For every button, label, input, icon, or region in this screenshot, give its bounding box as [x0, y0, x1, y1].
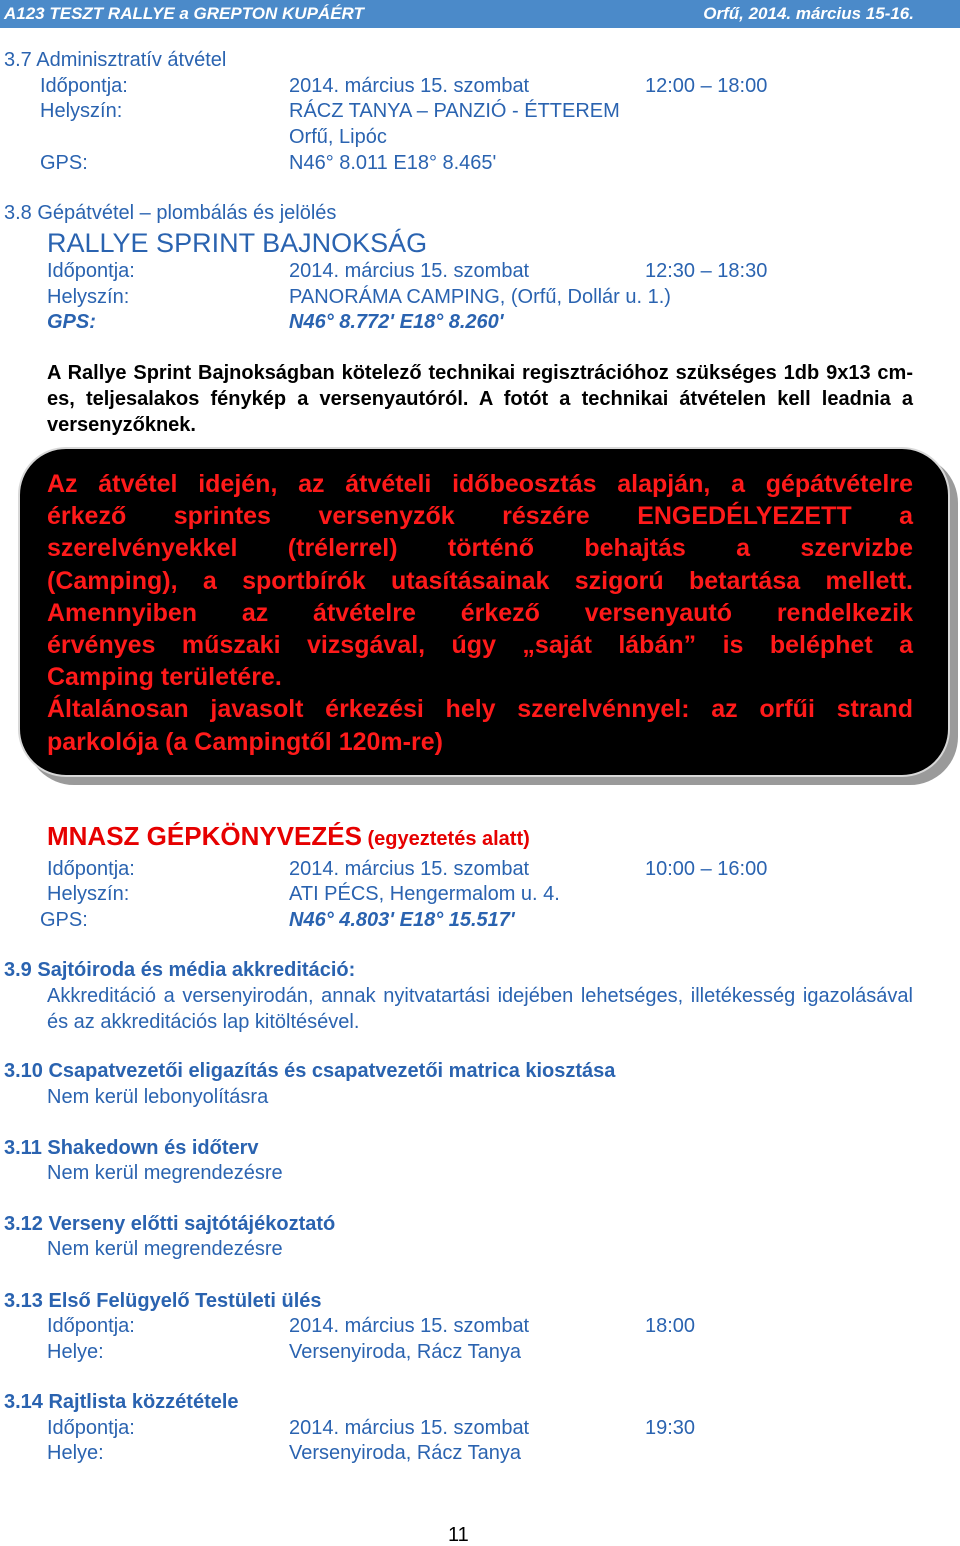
- s314-time: 19:30: [645, 1417, 696, 1439]
- mnasz-date: 2014. március 15. szombat: [289, 858, 530, 880]
- s37-place-label: Helyszín:: [40, 100, 123, 122]
- mnasz-place: ATI PÉCS, Hengermalom u. 4.: [289, 883, 560, 905]
- notice-line: parkolója (a Campingtől 120m-re): [47, 727, 443, 756]
- s312-text: Nem kerül megrendezésre: [47, 1238, 283, 1260]
- s314-time-label: Időpontja:: [47, 1417, 135, 1439]
- s313-place-label: Helye:: [47, 1341, 104, 1363]
- section-3-11-title: 3.11 Shakedown és időterv: [4, 1137, 259, 1159]
- s37-place-2: Orfű, Lipóc: [289, 126, 387, 148]
- s313-date: 2014. március 15. szombat: [289, 1315, 530, 1337]
- s38-time-label: Időpontja:: [47, 260, 135, 282]
- header-bar: [0, 0, 960, 28]
- s313-place: Versenyiroda, Rácz Tanya: [289, 1341, 521, 1363]
- s310-text: Nem kerül lebonyolításra: [47, 1086, 269, 1108]
- s39-paragraph: Akkreditáció a versenyirodán, annak nyitvatartási idejében lehetséges, illetékesség igazolásával és az akkreditációs lap kitöltésével.: [47, 985, 913, 1033]
- header-date: Orfű, 2014. március 15-16.: [703, 4, 914, 23]
- notice-line: szerelvényekkel (trélerrel) történő behajtás a szervizbe: [47, 534, 913, 563]
- s313-time: 18:00: [645, 1315, 696, 1337]
- s314-place-label: Helye:: [47, 1442, 104, 1464]
- mnasz-time-label: Időpontja:: [47, 858, 135, 880]
- notice-line: (Camping), a sportbírók utasításainak szigorú betartása mellett.: [47, 566, 913, 595]
- section-3-7-title: 3.7 Adminisztratív átvétel: [4, 49, 227, 71]
- s38-gps: N46° 8.772' E18° 8.260': [289, 311, 504, 333]
- s311-text: Nem kerül megrendezésre: [47, 1162, 283, 1184]
- s38-place: PANORÁMA CAMPING, (Orfű, Dollár u. 1.): [289, 286, 671, 308]
- section-3-12-title: 3.12 Verseny előtti sajtótájékoztató: [4, 1213, 336, 1235]
- s38-paragraph: A Rallye Sprint Bajnokságban kötelező technikai regisztrációhoz szükséges 1db 9x13 cm-es, teljesalakos fénykép a versenyautóról. A fotót a technikai átvételen kell leadnia a versenyzőknek.: [47, 362, 913, 436]
- notice-line: Amennyiben az átvételre érkező versenyautó rendelkezik: [47, 598, 913, 627]
- notice-line: Az átvétel idején, az átvételi időbeosztás alapján, a gépátvételre: [47, 470, 913, 498]
- section-3-10-title: 3.10 Csapatvezetői eligazítás és csapatvezetői matrica kiosztása: [4, 1060, 616, 1082]
- s38-gps-label: GPS:: [47, 311, 96, 333]
- section-3-8-title: 3.8 Gépátvétel – plombálás és jelölés: [4, 202, 337, 224]
- s314-date: 2014. március 15. szombat: [289, 1417, 530, 1439]
- mnasz-gps-label: GPS:: [40, 909, 88, 931]
- s314-place: Versenyiroda, Rácz Tanya: [289, 1442, 521, 1464]
- section-3-9-title: 3.9 Sajtóiroda és média akkreditáció:: [4, 959, 356, 981]
- s37-time-label: Időpontja:: [40, 75, 128, 97]
- page-number: 11: [448, 1524, 469, 1546]
- mnasz-place-label: Helyszín:: [47, 883, 130, 905]
- mnasz-title: MNASZ GÉPKÖNYVEZÉS: [47, 821, 362, 851]
- s37-time: 12:00 – 18:00: [645, 75, 768, 97]
- s313-time-label: Időpontja:: [47, 1315, 135, 1337]
- s37-place-1: RÁCZ TANYA – PANZIÓ - ÉTTEREM: [289, 100, 620, 122]
- notice-line: érkező sprintes versenyzők részére ENGEDÉLYEZETT a: [47, 502, 913, 531]
- s38-place-label: Helyszín:: [47, 286, 130, 308]
- mnasz-heading: [47, 821, 530, 851]
- section-3-13-title: 3.13 Első Felügyelő Testületi ülés: [4, 1290, 322, 1312]
- mnasz-gps: N46° 4.803' E18° 15.517': [289, 909, 515, 931]
- mnasz-time: 10:00 – 16:00: [645, 858, 768, 880]
- notice-line: Általánosan javasolt érkezési hely szerelvénnyel: az orfűi strand: [47, 695, 913, 724]
- s37-date: 2014. március 15. szombat: [289, 75, 530, 97]
- s38-time: 12:30 – 18:30: [645, 260, 768, 282]
- notice-line: Camping területére.: [47, 663, 282, 692]
- s38-date: 2014. március 15. szombat: [289, 260, 530, 282]
- notice-line: érvényes műszaki vizsgával, úgy „saját lábán” is beléphet a: [47, 631, 913, 660]
- s37-gps: N46° 8.011 E18° 8.465': [289, 152, 497, 174]
- header-title: A123 TESZT RALLYE a GREPTON KUPÁÉRT: [4, 4, 364, 23]
- notice-text: [47, 468, 913, 758]
- section-3-14-title: 3.14 Rajtlista közzététele: [4, 1391, 239, 1413]
- s37-gps-label: GPS:: [40, 152, 88, 174]
- mnasz-title-note: (egyeztetés alatt): [367, 828, 530, 850]
- s38-subtitle: RALLYE SPRINT BAJNOKSÁG: [47, 228, 428, 258]
